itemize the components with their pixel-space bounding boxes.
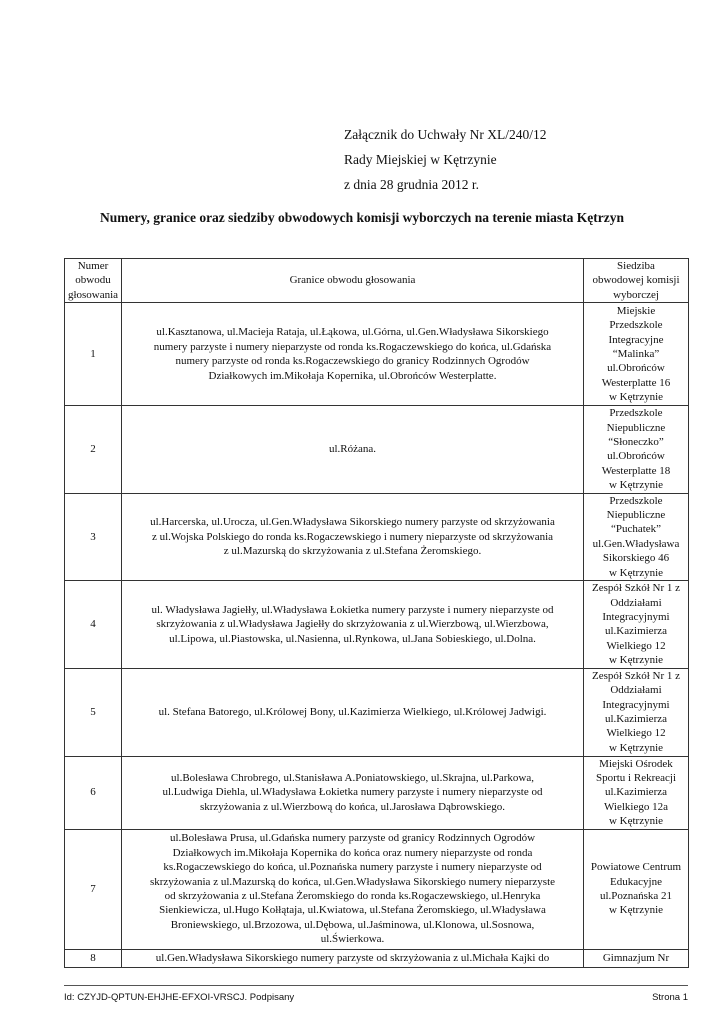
table-row	[65, 829, 689, 949]
table-row	[65, 303, 689, 406]
header-seat-cell	[584, 259, 689, 303]
borders-line: Działkowych im.Mikołaja Kopernika, ul.Obrońców Westerplatte.	[208, 369, 497, 382]
seat-line: Edukacyjne	[610, 875, 662, 888]
commission-seat-cell	[584, 949, 689, 967]
seat-line: Niepubliczne	[606, 421, 666, 434]
district-borders-cell	[122, 581, 584, 668]
table-row	[65, 406, 689, 493]
borders-line: ul.Lipowa, ul.Piastowska, ul.Nasienna, ul.Rynkowa, ul.Jana Sobieskiego, ul.Dolna.	[169, 632, 536, 645]
seat-line: w Kętrzynie	[608, 566, 664, 579]
header-seat-line: Siedziba	[617, 260, 655, 272]
table-row	[65, 493, 689, 580]
district-number-cell: 1	[65, 303, 122, 406]
seat-line: Oddziałami	[610, 684, 662, 697]
seat-line: Zespół Szkół Nr 1 z	[592, 669, 680, 682]
borders-line: Sienkiewicza, ul.Hugo Kołłątaja, ul.Kwiatowa, ul.Stefana Żeromskiego, ul.Władysława	[159, 904, 546, 917]
district-borders-cell	[122, 303, 584, 406]
districts-table	[64, 258, 689, 968]
seat-line: Integracyjne	[608, 333, 664, 346]
seat-line: Miejski Ośrodek	[599, 757, 673, 770]
seat-line: Gimnazjum Nr	[602, 951, 670, 964]
seat-line: ul.Kazimierza	[605, 786, 667, 799]
seat-line: w Kętrzynie	[608, 391, 664, 404]
header-number-line: głosowania	[67, 288, 119, 301]
seat-line: w Kętrzynie	[608, 815, 664, 828]
borders-line: Działkowych im.Mikołaja Kopernika do końca oraz numery nieparzyste od ronda	[172, 846, 533, 859]
header-borders-cell: Granice obwodu głosowania	[122, 259, 584, 303]
seat-line: Miejskie	[616, 304, 656, 317]
document-title: Numery, granice oraz siedziby obwodowych komisji wyborczych na terenie miasta Kętrzyn	[99, 210, 625, 225]
borders-line: z ul.Mazurską do skrzyżowania z ul.Stefana Żeromskiego.	[223, 545, 482, 558]
district-borders-cell	[122, 493, 584, 580]
borders-line: ul.Świerkowa.	[320, 933, 385, 946]
seat-line: Oddziałami	[610, 596, 662, 609]
district-number-cell: 7	[65, 829, 122, 949]
borders-line: ul.Kasztanowa, ul.Macieja Rataja, ul.Łąkowa, ul.Górna, ul.Gen.Władysława Sikorskiego	[156, 326, 549, 339]
seat-line: ul.Kazimierza	[605, 625, 667, 638]
seat-line: Sportu i Rekreacji	[595, 771, 677, 784]
seat-line: ul.Poznańska 21	[599, 890, 673, 903]
borders-line: ul.Bolesława Chrobrego, ul.Stanisława A.Poniatowskiego, ul.Skrajna, ul.Parkowa,	[171, 771, 534, 784]
borders-line: ul.Ludwiga Diehla, ul.Władysława Łokietka numery parzyste i numery nieparzyste od	[162, 786, 543, 799]
seat-line: Przedszkole	[609, 407, 663, 420]
district-number-cell: 4	[65, 581, 122, 668]
table-body	[65, 303, 689, 967]
district-borders-cell	[122, 949, 584, 967]
seat-line: w Kętrzynie	[608, 904, 664, 917]
borders-line: skrzyżowania z ul.Mazurską do końca, ul.Gen.Władysława Sikorskiego numery nieparzyste	[149, 875, 556, 888]
district-number-cell: 2	[65, 406, 122, 493]
table-header-row	[65, 259, 689, 303]
seat-line: Niepubliczne	[606, 509, 666, 522]
borders-line: numery parzyste i numery nieparzyste od ronda ks.Rogaczewskiego do końca, ul.Gdańska	[153, 340, 552, 353]
seat-line: ul.Obrońców	[607, 450, 665, 463]
commission-seat-cell	[584, 303, 689, 406]
seat-line: Westerplatte 18	[601, 464, 671, 477]
district-number-cell: 8	[65, 949, 122, 967]
borders-line: z ul.Wojska Polskiego do ronda ks.Rogaczewskiego i numery nieparzyste od skrzyżowania	[151, 530, 554, 543]
seat-line: Westerplatte 16	[601, 376, 671, 389]
header-line-1: Załącznik do Uchwały Nr XL/240/12	[344, 127, 547, 142]
borders-line: ul.Harcerska, ul.Urocza, ul.Gen.Władysława Sikorskiego numery parzyste od skrzyżowania	[150, 516, 555, 529]
borders-line: Broniewskiego, ul.Brzozowa, ul.Dębowa, ul.Jaśminowa, ul.Klonowa, ul.Sosnowa,	[170, 918, 535, 931]
commission-seat-cell	[584, 756, 689, 829]
district-borders-cell	[122, 668, 584, 756]
seat-line: Wielkiego 12	[606, 727, 666, 740]
seat-line: Wielkiego 12	[606, 639, 666, 652]
borders-line: skrzyżowania z ul.Wierzbową do końca, ul.Jarosława Dąbrowskiego.	[199, 800, 505, 813]
header-seat-line: wyborczej	[613, 288, 659, 301]
header-number-line: obwodu	[75, 274, 111, 287]
district-borders-cell	[122, 756, 584, 829]
borders-line: ks.Rogaczewskiego do końca, ul.Poznańska numery parzyste i numery nieparzyste od	[163, 861, 542, 874]
district-number-cell: 6	[65, 756, 122, 829]
seat-line: w Kętrzynie	[608, 479, 664, 492]
borders-line: od skrzyżowania z ul.Stefana Żeromskiego do ronda ks.Rogaczewskiego, ul.Henryka	[164, 890, 541, 903]
header-number-line: Numer	[77, 260, 109, 272]
seat-line: “Puchatek”	[610, 523, 662, 536]
footer-divider	[64, 985, 688, 986]
seat-line: Sikorskiego 46	[602, 552, 670, 565]
seat-line: Powiatowe Centrum	[590, 861, 682, 874]
commission-seat-cell	[584, 829, 689, 949]
borders-line: ul.Różana.	[328, 443, 377, 456]
seat-line: ul.Obrońców	[607, 362, 665, 375]
seat-line: Zespół Szkół Nr 1 z	[592, 582, 680, 595]
borders-line: ul.Gen.Władysława Sikorskiego numery parzyste od skrzyżowania z ul.Michała Kajki do	[155, 951, 550, 964]
header-line-2: Rady Miejskiej w Kętrzynie	[344, 152, 497, 167]
table-row	[65, 581, 689, 668]
seat-line: w Kętrzynie	[608, 741, 664, 754]
seat-line: “Słoneczko”	[608, 436, 664, 449]
district-borders-cell	[122, 406, 584, 493]
seat-line: w Kętrzynie	[608, 654, 664, 667]
commission-seat-cell	[584, 493, 689, 580]
borders-line: numery parzyste od ronda ks.Rogaczewskiego do granicy Rodzinnych Ogrodów	[175, 355, 530, 368]
seat-line: ul.Gen.Władysława	[592, 537, 680, 550]
seat-line: Przedszkole	[609, 494, 663, 507]
district-number-cell: 5	[65, 668, 122, 756]
borders-line: skrzyżowania z ul.Władysława Jagiełły do skrzyżowania z ul.Wierzbową, ul.Wierzbowa,	[156, 618, 549, 631]
seat-line: Integracyjnymi	[602, 698, 670, 711]
commission-seat-cell	[584, 406, 689, 493]
table-row	[65, 668, 689, 756]
borders-line: ul. Władysława Jagiełły, ul.Władysława Łokietka numery parzyste i numery nieparzyste od	[151, 603, 554, 616]
district-number-cell: 3	[65, 493, 122, 580]
footer-document-id: Id: CZYJD-QPTUN-EHJHE-EFXOI-VRSCJ. Podpisany	[64, 992, 295, 1003]
header-number-cell	[65, 259, 122, 303]
commission-seat-cell	[584, 668, 689, 756]
seat-line: Integracyjnymi	[602, 610, 670, 623]
borders-line: ul.Bolesława Prusa, ul.Gdańska numery parzyste od granicy Rodzinnych Ogrodów	[169, 832, 536, 845]
header-seat-line: obwodowej komisji	[592, 274, 680, 287]
seat-line: Przedszkole	[609, 319, 663, 332]
district-borders-cell	[122, 829, 584, 949]
commission-seat-cell	[584, 581, 689, 668]
seat-line: Wielkiego 12a	[603, 800, 668, 813]
seat-line: “Malinka”	[612, 348, 660, 361]
table-row	[65, 756, 689, 829]
borders-line: ul. Stefana Batorego, ul.Królowej Bony, ul.Kazimierza Wielkiego, ul.Królowej Jadwigi.	[158, 705, 547, 718]
document-header	[344, 122, 546, 197]
table-row	[65, 949, 689, 967]
seat-line: ul.Kazimierza	[605, 713, 667, 726]
footer-page-number: Strona 1	[652, 992, 688, 1003]
header-line-3: z dnia 28 grudnia 2012 r.	[344, 177, 479, 192]
